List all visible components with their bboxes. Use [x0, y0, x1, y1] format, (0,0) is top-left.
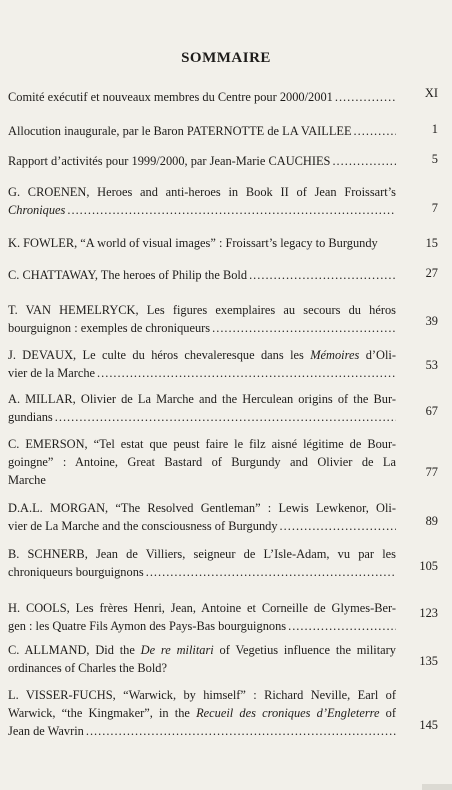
toc-entry — [8, 390, 396, 426]
page-number: 135 — [419, 654, 438, 668]
dot-leader — [288, 617, 396, 635]
dot-leader — [280, 517, 396, 535]
toc-entry — [8, 234, 396, 252]
dot-leader — [335, 88, 396, 106]
entry-text: C. CHATTAWAY, The heroes of Philip the Bold — [8, 268, 248, 282]
page-number: 77 — [425, 465, 438, 479]
page-number: 1 — [431, 122, 438, 136]
page-edge-shadow — [422, 784, 452, 790]
toc-entry — [8, 183, 396, 219]
page-title: SOMMAIRE — [181, 50, 271, 66]
toc-entry — [8, 301, 396, 337]
entry-text: gen : les Quatre Fils Aymon des Pays-Bas bourguignons — [8, 619, 287, 633]
entry-text: Allocution inaugurale, par le Baron PATERNOTTE de LA VAILLEE — [8, 124, 352, 138]
toc-entry — [8, 499, 396, 535]
dot-leader — [97, 364, 396, 382]
page-number: 105 — [419, 559, 438, 573]
dot-leader — [212, 319, 396, 337]
page-number: 7 — [431, 201, 438, 215]
toc-entry — [8, 599, 396, 635]
page-number: 27 — [425, 266, 438, 280]
entry-text: D.A.L. MORGAN, “The Resolved Gentleman” : Lewis Lewkenor, Oli- — [8, 501, 396, 515]
page-number: 5 — [431, 152, 438, 166]
entry-text: Comité exécutif et nouveaux membres du Centre pour 2000/2001 — [8, 90, 333, 104]
dot-leader — [249, 266, 396, 284]
entry-text: C. ALLMAND, Did the De re militari of Vegetius influence the military — [8, 643, 396, 657]
entry-text: vier de la Marche — [8, 366, 96, 380]
entry-text: K. FOWLER, “A world of visual images” : Froissart’s legacy to Burgundy — [8, 236, 378, 250]
page-number: 67 — [425, 404, 438, 418]
entry-text: Chroniques — [8, 203, 66, 217]
entry-text: Rapport d’activités pour 1999/2000, par Jean-Marie CAUCHIES — [8, 154, 331, 168]
entry-text: Marche — [8, 473, 46, 487]
dot-leader — [55, 408, 396, 426]
entry-text: vier de La Marche and the consciousness of Burgundy — [8, 519, 278, 533]
entry-text: H. COOLS, Les frères Henri, Jean, Antoine et Corneille de Glymes-Ber- — [8, 601, 396, 615]
toc-entry — [8, 641, 396, 677]
toc-entry — [8, 88, 396, 106]
dot-leader — [86, 722, 396, 740]
toc-entry — [8, 152, 396, 170]
dot-leader — [67, 201, 396, 219]
entry-text: gundians — [8, 410, 53, 424]
entry-text: A. MILLAR, Olivier de La Marche and the Herculean origins of the Bur- — [8, 392, 396, 406]
toc-entry — [8, 266, 396, 284]
page-number: 123 — [419, 606, 438, 620]
entry-text: goingne” : Antoine, Great Bastard of Burgundy and Olivier de La — [8, 455, 396, 469]
dot-leader — [146, 563, 396, 581]
entry-text: bourguignon : exemples de chroniqueurs — [8, 321, 211, 335]
toc-entry — [8, 122, 396, 140]
entry-text: C. EMERSON, “Tel estat que peust faire le filz aisné légitime de Bour- — [8, 437, 396, 451]
entry-text: B. SCHNERB, Jean de Villiers, seigneur de L’Isle-Adam, vu par les — [8, 547, 396, 561]
dot-leader — [332, 152, 396, 170]
entry-text: L. VISSER-FUCHS, “Warwick, by himself” : Richard Neville, Earl of — [8, 688, 396, 702]
page-number: 39 — [425, 314, 438, 328]
entry-text: G. CROENEN, Heroes and anti-heroes in Book II of Jean Froissart’s — [8, 185, 396, 199]
page-number: 53 — [425, 358, 438, 372]
toc-entry — [8, 545, 396, 581]
entry-text: Jean de Wavrin — [8, 724, 84, 738]
entry-text: chroniqueurs bourguignons — [8, 565, 144, 579]
toc-entry — [8, 686, 396, 740]
toc-entry — [8, 435, 396, 489]
entry-text: J. DEVAUX, Le culte du héros chevaleresque dans les Mémoires d’Oli- — [8, 348, 396, 362]
dot-leader — [354, 122, 396, 140]
page-number: XI — [424, 86, 438, 100]
page-number: 89 — [425, 514, 438, 528]
toc-entry — [8, 346, 396, 382]
page-number: 15 — [425, 236, 438, 250]
entry-text: ordinances of Charles the Bold? — [8, 661, 167, 675]
entry-text: Warwick, “the Kingmaker”, in the Recueil des croniques d’Engleterre of — [8, 706, 397, 720]
entry-text: T. VAN HEMELRYCK, Les figures exemplaires au secours du héros — [8, 303, 396, 317]
page-number: 145 — [419, 718, 438, 732]
